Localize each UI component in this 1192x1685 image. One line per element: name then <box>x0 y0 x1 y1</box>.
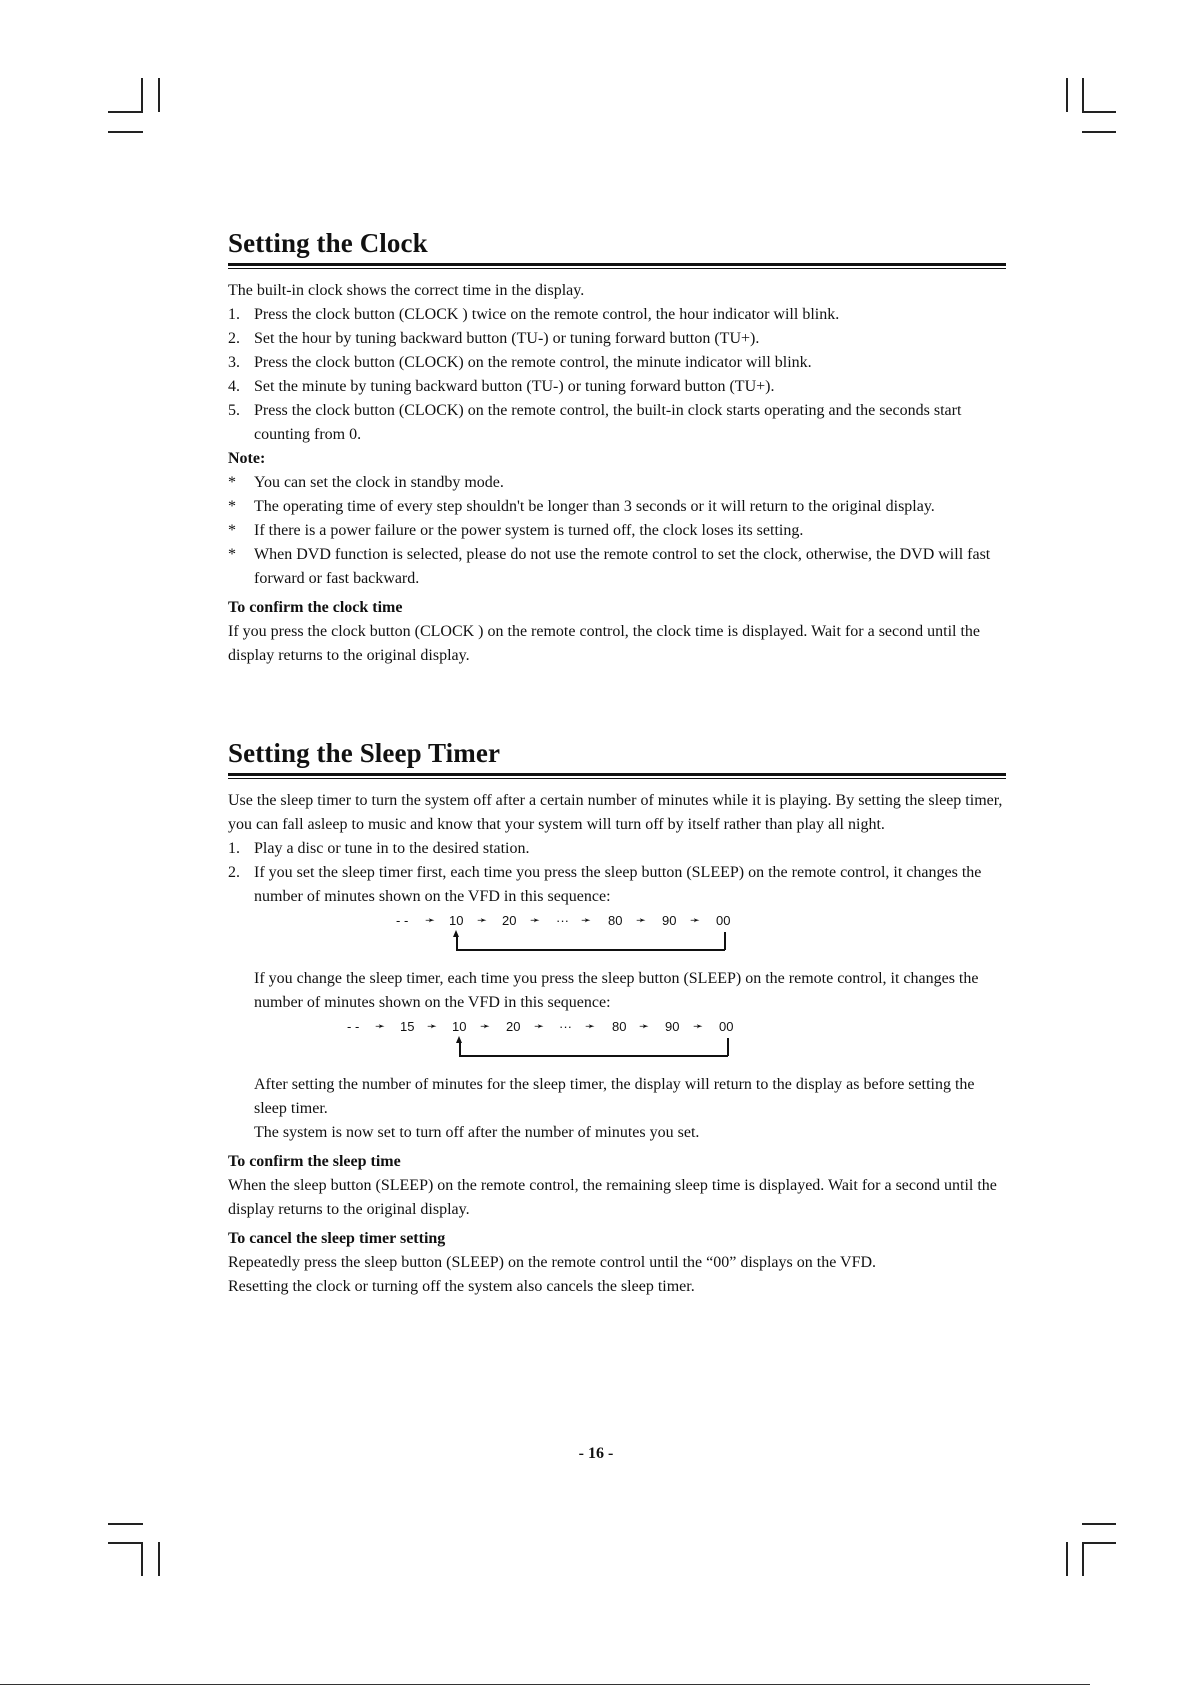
list-item: 1. Play a disc or tune in to the desired station. <box>228 840 530 857</box>
sleep-intro: Use the sleep timer to turn the system off after a certain number of minutes while it is playing. By setting the sleep timer, you can fall asleep to music and know that your system will turn off by itself rather than play all night. <box>228 792 1003 833</box>
arrow-right-icon: ➛ <box>636 913 647 927</box>
sequence-value: ··· <box>556 913 569 928</box>
sequence-value: 15 <box>400 1019 415 1034</box>
loop-line <box>724 932 726 950</box>
loop-line <box>459 1055 728 1057</box>
sequence-value: 80 <box>612 1019 627 1034</box>
page-number: - 16 - <box>578 1445 614 1462</box>
sequence-diagram <box>228 909 1006 967</box>
arrow-right-icon: ➛ <box>585 1019 596 1033</box>
list-item: 2. If you set the sleep timer first, each time you press the sleep button (SLEEP) on the remote control, it changes the number of minutes shown on the VFD in this sequence: <box>228 864 982 905</box>
paragraph: After setting the number of minutes for the sleep timer, the display will return to the display as before setting the sleep timer. <box>254 1076 975 1117</box>
note-item: * The operating time of every step shouldn't be longer than 3 seconds or it will return to the original display. <box>228 498 935 515</box>
arrow-right-icon: ➛ <box>427 1019 438 1033</box>
sleep-title: Setting the Sleep Timer <box>228 738 501 768</box>
sequence-value: 20 <box>506 1019 521 1034</box>
clock-title: Setting the Clock <box>228 228 428 258</box>
arrow-right-icon: ➛ <box>480 1019 491 1033</box>
note-item: * If there is a power failure or the power system is turned off, the clock loses its setting. <box>228 522 804 539</box>
paragraph: When the sleep button (SLEEP) on the remote control, the remaining sleep time is displayed. Wait for a second until the display returns to the original display. <box>228 1177 997 1218</box>
clock-intro: The built-in clock shows the correct time in the display. <box>228 282 585 299</box>
sequence-value: 00 <box>716 913 731 928</box>
title-rule <box>228 263 1006 266</box>
arrow-right-icon: ➛ <box>690 913 701 927</box>
sequence-diagram <box>228 1015 1006 1073</box>
list-item: 4. Set the minute by tuning backward button (TU-) or tuning forward button (TU+). <box>228 378 775 395</box>
paragraph: The system is now set to turn off after the number of minutes you set. <box>254 1124 700 1141</box>
arrow-right-icon: ➛ <box>581 913 592 927</box>
paragraph: Resetting the clock or turning off the system also cancels the sleep timer. <box>228 1278 695 1295</box>
arrow-right-icon: ➛ <box>639 1019 650 1033</box>
arrow-right-icon: ➛ <box>375 1019 386 1033</box>
clock-section <box>228 228 1006 668</box>
sequence-value: 90 <box>665 1019 680 1034</box>
list-item: 5. Press the clock button (CLOCK) on the remote control, the built-in clock starts operating and the seconds start counting from 0. <box>228 402 962 443</box>
note-item: * You can set the clock in standby mode. <box>228 474 504 491</box>
list-item: 3. Press the clock button (CLOCK) on the remote control, the minute indicator will blink. <box>228 354 812 371</box>
sequence-value: - - <box>396 913 409 928</box>
loop-line <box>456 936 458 950</box>
sleep-section <box>228 738 1006 1299</box>
subheading: To confirm the sleep time <box>228 1153 401 1170</box>
sequence-value: 80 <box>608 913 623 928</box>
page-content <box>228 228 1006 1299</box>
subheading: To confirm the clock time <box>228 599 403 616</box>
sequence-value: 10 <box>449 913 464 928</box>
note-label: Note: <box>228 450 266 467</box>
arrow-right-icon: ➛ <box>425 913 436 927</box>
sequence-value: 10 <box>452 1019 467 1034</box>
title-rule <box>228 778 1006 779</box>
arrow-up-icon <box>453 930 459 937</box>
paragraph: Repeatedly press the sleep button (SLEEP) on the remote control until the “00” displays on the VFD. <box>228 1254 877 1271</box>
arrow-up-icon <box>456 1036 462 1043</box>
arrow-right-icon: ➛ <box>534 1019 545 1033</box>
sequence-value: 90 <box>662 913 677 928</box>
sequence-value: 20 <box>502 913 517 928</box>
arrow-right-icon: ➛ <box>693 1019 704 1033</box>
paragraph: If you change the sleep timer, each time you press the sleep button (SLEEP) on the remote control, it changes the number of minutes shown on the VFD in this sequence: <box>254 970 979 1011</box>
title-rule <box>228 773 1006 776</box>
sequence-value: ··· <box>559 1019 572 1034</box>
title-rule <box>228 268 1006 269</box>
arrow-right-icon: ➛ <box>530 913 541 927</box>
list-item: 1. Press the clock button (CLOCK ) twice on the remote control, the hour indicator will blink. <box>228 306 840 323</box>
arrow-right-icon: ➛ <box>477 913 488 927</box>
sequence-value: - - <box>347 1019 360 1034</box>
paragraph: If you press the clock button (CLOCK ) on the remote control, the clock time is displayed. Wait for a second until the display returns to the original display. <box>228 623 981 664</box>
loop-line <box>456 949 725 951</box>
loop-line <box>727 1038 729 1056</box>
list-item: 2. Set the hour by tuning backward button (TU-) or tuning forward button (TU+). <box>228 330 760 347</box>
subheading: To cancel the sleep timer setting <box>228 1230 446 1247</box>
loop-line <box>459 1042 461 1056</box>
note-item: * When DVD function is selected, please do not use the remote control to set the clock, otherwise, the DVD will fast forward or fast backward. <box>228 546 991 587</box>
sequence-value: 00 <box>719 1019 734 1034</box>
